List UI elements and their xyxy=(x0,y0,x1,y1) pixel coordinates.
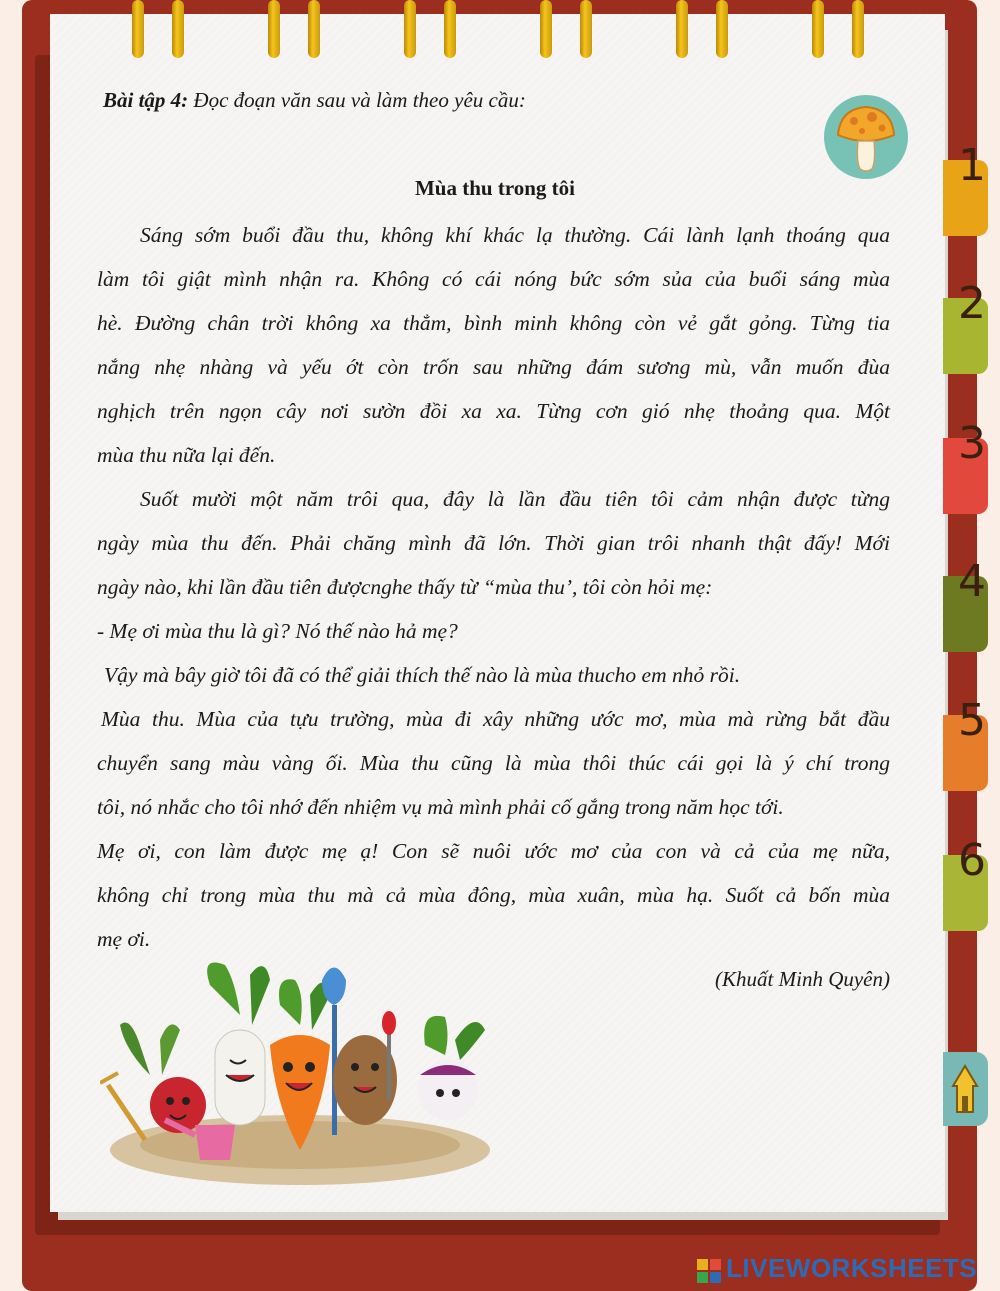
ring xyxy=(852,0,864,58)
text-line: mẹ ơi. xyxy=(97,927,151,951)
text-line: nghịch trên ngọn cây nơi sườn đồi xa xa. Từng cơn gió nhẹ thoảng qua. Một xyxy=(97,399,890,423)
text-line: Vậy mà bây giờ tôi đã có thể giải thích thế nào là mùa thucho em nhỏ rồi. xyxy=(104,663,741,687)
ring xyxy=(540,0,552,58)
liveworksheets-logo-icon xyxy=(697,1259,721,1283)
text-line: mùa thu nữa lại đến. xyxy=(97,443,276,467)
tab-6-number[interactable]: 6 xyxy=(958,835,986,886)
author: (Khuất Minh Quyên) xyxy=(715,967,890,991)
text-line: ngày nào, khi lần đầu tiên đượcnghe thấy từ “mùa thu’, tôi còn hỏi mẹ: xyxy=(97,575,713,599)
exercise-heading xyxy=(103,88,526,113)
text-line: - Mẹ ơi mùa thu là gì? Nó thế nào hả mẹ? xyxy=(97,619,458,643)
text-line: tôi, nó nhắc cho tôi nhớ đến nhiệm vụ mà mình phải cố gắng trong năm học tới. xyxy=(97,795,784,819)
ring xyxy=(444,0,456,58)
ring xyxy=(676,0,688,58)
text-line: hè. Đường chân trời không xa thẳm, bình minh không còn vẻ gắt gỏng. Từng tia xyxy=(97,311,890,335)
mushroom-icon xyxy=(824,95,908,179)
home-button[interactable] xyxy=(943,1052,988,1126)
text-line: Sáng sớm buổi đầu thu, không khí khác lạ thường. Cái lành lạnh thoáng qua xyxy=(140,223,890,247)
text-line: làm tôi giật mình nhận ra. Không có cái nóng bức sớm sủa của buổi sáng mùa xyxy=(97,267,890,291)
tab-2-number[interactable]: 2 xyxy=(958,278,986,329)
text-line: Mẹ ơi, con làm được mẹ ạ! Con sẽ nuôi ước mơ của con và cả của mẹ nữa, xyxy=(97,839,890,863)
ring xyxy=(812,0,824,58)
exercise-instruction: Đọc đoạn văn sau và làm theo yêu cầu: xyxy=(188,88,526,112)
tab-3-number[interactable]: 3 xyxy=(958,418,986,469)
text-line: Suốt mười một năm trôi qua, đây là lần đầu tiên tôi cảm nhận được từng xyxy=(140,487,890,511)
exercise-label: Bài tập 4: xyxy=(103,88,189,112)
liveworksheets-logo: LIVEWORKSHEETS xyxy=(726,1253,978,1283)
page-title: Mùa thu trong tôi xyxy=(414,176,576,200)
ring xyxy=(172,0,184,58)
tab-1-number[interactable]: 1 xyxy=(958,140,986,191)
tab-4-number[interactable]: 4 xyxy=(958,556,986,607)
text-line: không chỉ trong mùa thu mà cả mùa đông, mùa xuân, mùa hạ. Suốt cả bốn mùa xyxy=(97,883,890,907)
ring xyxy=(268,0,280,58)
ring xyxy=(716,0,728,58)
ring xyxy=(308,0,320,58)
vegetables-illustration xyxy=(100,955,510,1190)
home-icon xyxy=(943,1052,988,1126)
ring xyxy=(580,0,592,58)
tab-5-number[interactable]: 5 xyxy=(958,695,986,746)
ring xyxy=(404,0,416,58)
text-line: chuyển sang màu vàng ối. Mùa thu cũng là mùa thôi thúc cái gọi là ý chí trong xyxy=(97,751,890,775)
text-line: nắng nhẹ nhàng và yếu ớt còn trốn sau những đám sương mù, vẫn muốn đùa xyxy=(97,355,890,379)
text-line: ngày mùa thu đến. Phải chăng mình đã lớn. Thời gian trôi nhanh thật đấy! Mới xyxy=(97,531,890,555)
ring xyxy=(132,0,144,58)
text-line: Mùa thu. Mùa của tựu trường, mùa đi xây những ước mơ, mùa mà rừng bắt đầu xyxy=(101,707,890,731)
